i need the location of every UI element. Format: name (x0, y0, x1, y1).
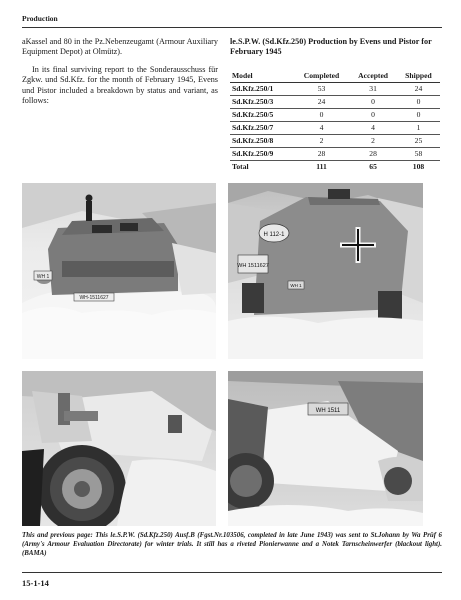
running-header: Production (22, 14, 58, 23)
page-number: 15-1-14 (22, 578, 49, 588)
cell-accepted: 4 (349, 121, 397, 134)
photo-halftrack-front-snow (22, 183, 216, 359)
cell-model: Sd.Kfz.250/7 (230, 121, 294, 134)
table-header-row (230, 70, 440, 83)
cell-model: Sd.Kfz.250/9 (230, 147, 294, 160)
cell-completed: 53 (294, 82, 349, 95)
table-row (230, 147, 440, 160)
wheel-closeup-illustration (22, 371, 216, 526)
photo-hull-closeup (228, 371, 423, 526)
header-model: Model (230, 70, 294, 83)
halftrack-rear-illustration (228, 183, 423, 359)
table-row (230, 95, 440, 108)
cell-shipped: 108 (412, 162, 425, 172)
hull-closeup-illustration (228, 371, 423, 526)
paragraph-1: aKassel and 80 in the Pz.Nebenzeugamt (Armour Auxiliary Equipment Depot) at Olmütz). (22, 37, 218, 57)
table-title: le.S.P.W. (Sd.Kfz.250) Production by Evens und Pistor for February 1945 (230, 37, 432, 57)
cell-shipped: 1 (397, 121, 440, 134)
table-row (230, 121, 440, 134)
header-completed: Completed (294, 70, 349, 83)
cell-completed: 2 (294, 134, 349, 147)
cell-model: Sd.Kfz.250/3 (230, 95, 294, 108)
cell-completed: 24 (294, 95, 349, 108)
cell-model: Sd.Kfz.250/8 (230, 134, 294, 147)
cell-model: Sd.Kfz.250/1 (230, 82, 294, 95)
table-row (230, 134, 440, 147)
paragraph-2: In its final surviving report to the Sonderausschuss für Zgkw. und Sd.Kfz. for the month of February 1945, Evens und Pistor included a breakdown by status and variant, as follows: (22, 64, 218, 106)
table-row (230, 108, 440, 121)
cell-model: Total (232, 162, 249, 172)
photo1-plate-front: WH-1511627 (79, 295, 109, 301)
cell-accepted: 0 (349, 95, 397, 108)
cell-shipped: 0 (397, 108, 440, 121)
cell-accepted: 31 (349, 82, 397, 95)
cell-completed: 4 (294, 121, 349, 134)
cell-completed: 28 (294, 147, 349, 160)
table-row (230, 82, 440, 95)
cell-accepted: 65 (369, 162, 377, 172)
cell-accepted: 2 (349, 134, 397, 147)
cell-model: Sd.Kfz.250/5 (230, 108, 294, 121)
photo2-unit-sign: H 112-1 (263, 232, 285, 238)
cell-shipped: 58 (397, 147, 440, 160)
header-rule (22, 27, 442, 28)
production-table-block (230, 37, 440, 173)
body-text-column (22, 37, 218, 113)
cell-completed: 0 (294, 108, 349, 121)
photo2-plate-rear: WH 1511627 (237, 263, 269, 269)
table-total-row (230, 160, 440, 173)
photo-halftrack-rear-snow (228, 183, 423, 359)
cell-completed: 111 (316, 162, 327, 172)
photo-wheel-closeup (22, 371, 216, 526)
cell-accepted: 0 (349, 108, 397, 121)
photo4-plate: WH 1511 (315, 408, 341, 414)
header-shipped: Shipped (397, 70, 440, 83)
photo1-plate-left: WH 1 (36, 274, 50, 280)
photo-caption: This and previous page: This le.S.P.W. (Sd.Kfz.250) Ausf.B (Fgst.Nr.103506, completed in late June 1943) was sent to St.Johann by Wa Prüf 6 (Army's Armour Evaluation Directorate) for winter trials. It still has a riveted Pionierwanne and a Notek Tarnscheinwerfer (blackout light). (BAMA) (22, 532, 442, 557)
header-accepted: Accepted (349, 70, 397, 83)
production-table (230, 70, 440, 173)
halftrack-front-illustration (22, 183, 216, 359)
footer-rule (22, 572, 442, 573)
cell-accepted: 28 (349, 147, 397, 160)
cell-shipped: 24 (397, 82, 440, 95)
cell-shipped: 0 (397, 95, 440, 108)
cell-shipped: 25 (397, 134, 440, 147)
photo2-plate-small: WH 1 (290, 283, 302, 288)
